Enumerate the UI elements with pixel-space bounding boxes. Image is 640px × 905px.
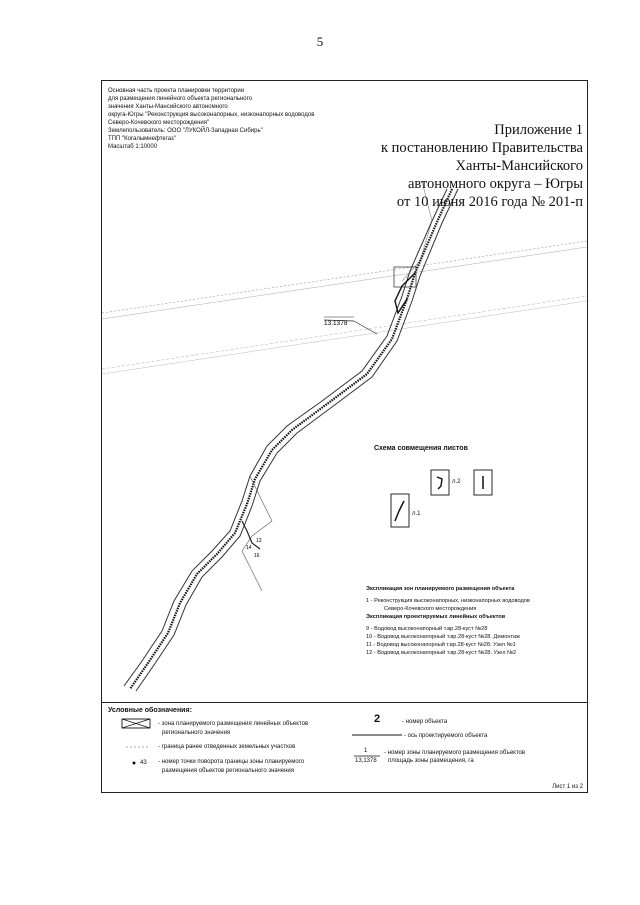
zone-explication-item: 1 - Реконструкция высоконапорных, низконапорных водоводов: [366, 598, 530, 604]
zone-leader-tip: [354, 321, 377, 334]
scheme-sheet1-label: л.1: [412, 511, 421, 517]
appendix-title: [353, 121, 583, 211]
legend-point-text: - номер точки поворота границы зоны планируемого: [158, 759, 305, 765]
legend-object-sample: 2: [374, 713, 381, 725]
legend-fraction-top: 1: [364, 748, 368, 754]
point-label-16: 16: [254, 553, 260, 559]
header-line: Землепользователь: ООО "ЛУКОЙЛ-Западная Сибирь": [108, 128, 263, 134]
header-line: ТПП "Когалымнефтегаз": [108, 136, 176, 142]
legend-zone-text-cont: регионального значения: [162, 730, 231, 736]
point-label-14: 14: [246, 545, 252, 551]
scheme-sheet2-label: л.2: [452, 479, 461, 485]
explication-block: [366, 585, 581, 657]
project-header: [108, 87, 368, 151]
header-line: округа-Югры "Реконструкция высоконапорных, низконапорных водоводов: [108, 112, 315, 118]
page-number: 5: [316, 34, 324, 49]
point-label-13: 13: [256, 538, 262, 544]
appendix-line: Приложение 1: [494, 122, 583, 138]
legend-object-text: - номер объекта: [402, 719, 448, 725]
linear-explication-item: 12 - Водовод высоконапорный т.вр.28-куст №28. Узел №2: [366, 650, 517, 656]
linear-explication-item: 10 - Водовод высоконапорный т.вр.28-куст №28. Демонтаж: [366, 634, 520, 640]
junction-boundary: [242, 476, 272, 591]
header-line: Северо-Кочевского месторождения": [108, 120, 210, 126]
corridor-line-upper-b: [102, 247, 587, 319]
sheet-info: Лист 1 из 2: [552, 784, 583, 790]
corridor-line-lower-a: [102, 296, 587, 369]
legend-block: [102, 702, 587, 793]
legend-fraction-text-cont: площадь зоны размещения, га: [388, 758, 474, 764]
legend-point-sample: 43: [140, 760, 147, 766]
legend-fraction-bottom: 13,1378: [355, 758, 377, 764]
header-line: Масштаб 1:10000: [108, 144, 158, 150]
legend-axis-text: - ось проектируемого объекта: [404, 733, 488, 739]
header-line: Основная часть проекта планировки территории: [108, 88, 245, 94]
appendix-line: Ханты-Мансийского: [455, 158, 583, 174]
corridor-line-upper-a: [102, 241, 587, 313]
header-line: значения Ханты-Мансийского автономного: [108, 104, 228, 110]
map-area: [102, 81, 587, 701]
linear-explication-item: 11 - Водовод высоконапорный т.вр.28-куст №28. Узел №1: [366, 642, 516, 648]
scheme-sheet1-glyph: [395, 501, 404, 521]
scheme-title: Схема совмещения листов: [374, 445, 468, 452]
linear-explication-heading: Экспликация проектируемых линейных объектов: [366, 614, 506, 620]
appendix-line: от 10 июня 2016 года № 201-п: [396, 194, 583, 210]
linear-explication-item: 9 - Водовод высоконапорный т.вр.28-куст №28: [366, 626, 488, 632]
zone-explication-item-cont: Северо-Кочевского месторождения: [384, 606, 477, 612]
turn-point-symbol: [133, 762, 136, 765]
scheme-sheet2-box-a: [431, 470, 449, 495]
header-line: для размещения линейного объекта регионального: [108, 96, 252, 102]
scheme-sheet2-glyph-a: [437, 477, 442, 489]
zone-label: 13.1378: [324, 320, 348, 327]
corridor-line-lower-b: [102, 301, 587, 374]
legend-zone-text: - зона планируемого размещения линейных объектов: [158, 721, 309, 727]
legend-fraction-text: - номер зоны планируемого размещения объектов: [384, 750, 526, 756]
legend-point-text-cont: размещения объектов регионального значения: [162, 768, 295, 774]
legend-boundary-text: - граница ранее отведенных земельных участков: [158, 744, 296, 750]
legend-title: Условные обозначения:: [108, 707, 192, 714]
appendix-line: автономного округа – Югры: [407, 176, 583, 192]
appendix-line: к постановлению Правительства: [381, 140, 583, 156]
zone-explication-heading: Экспликация зон планируемого размещения объекта: [366, 586, 515, 592]
map-sheet-frame: [101, 80, 588, 793]
